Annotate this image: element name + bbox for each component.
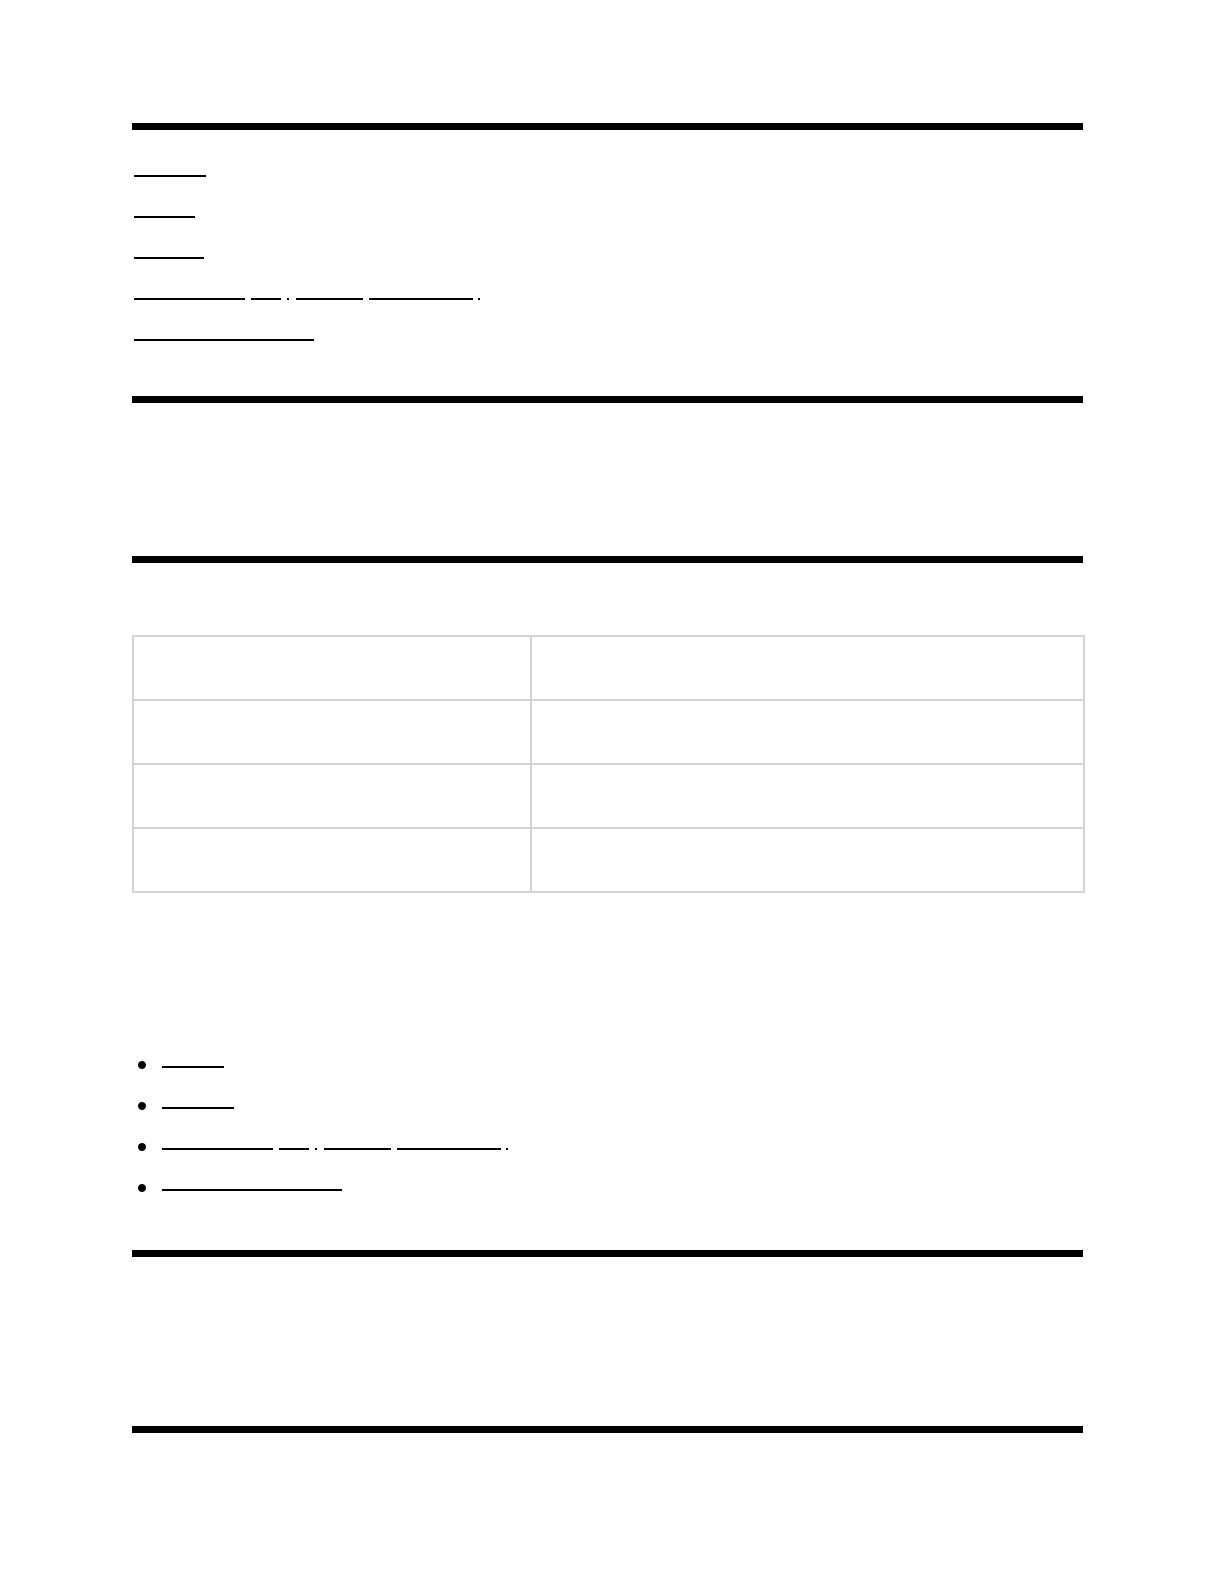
info-table	[132, 635, 1085, 893]
link-underline[interactable]	[397, 1147, 501, 1150]
link-underline[interactable]	[162, 1147, 273, 1150]
table-cell	[531, 764, 1084, 828]
bullet-icon	[138, 1061, 146, 1069]
link-underline[interactable]	[162, 1106, 234, 1109]
table-cell	[531, 700, 1084, 764]
table-row	[133, 828, 1084, 892]
table-row	[133, 764, 1084, 828]
bullet-icon	[138, 1102, 146, 1110]
link-underline[interactable]	[324, 1147, 391, 1150]
section-divider	[132, 396, 1083, 403]
table-row	[133, 700, 1084, 764]
table-cell	[133, 636, 531, 700]
link-underline[interactable]	[369, 297, 473, 300]
section-divider	[132, 123, 1083, 130]
bullet-icon	[138, 1143, 146, 1151]
link-separator	[287, 298, 289, 300]
link-underline[interactable]	[162, 1065, 224, 1068]
link-underline[interactable]	[251, 297, 281, 300]
link-separator	[478, 298, 480, 300]
link-separator	[506, 1148, 508, 1150]
table-row	[133, 636, 1084, 700]
section-divider	[132, 556, 1083, 563]
link-underline[interactable]	[279, 1147, 309, 1150]
bullet-icon	[138, 1184, 146, 1192]
link-underline[interactable]	[162, 1188, 342, 1191]
link-underline[interactable]	[296, 297, 363, 300]
table-cell	[133, 700, 531, 764]
link-underline[interactable]	[134, 215, 195, 218]
link-underline[interactable]	[134, 297, 245, 300]
link-underline[interactable]	[134, 174, 206, 177]
section-divider	[132, 1426, 1083, 1433]
link-underline[interactable]	[134, 256, 204, 259]
table-cell	[133, 764, 531, 828]
table-cell	[531, 828, 1084, 892]
link-underline[interactable]	[134, 338, 314, 341]
table-cell	[531, 636, 1084, 700]
section-divider	[132, 1250, 1083, 1257]
table-cell	[133, 828, 531, 892]
link-separator	[315, 1148, 317, 1150]
